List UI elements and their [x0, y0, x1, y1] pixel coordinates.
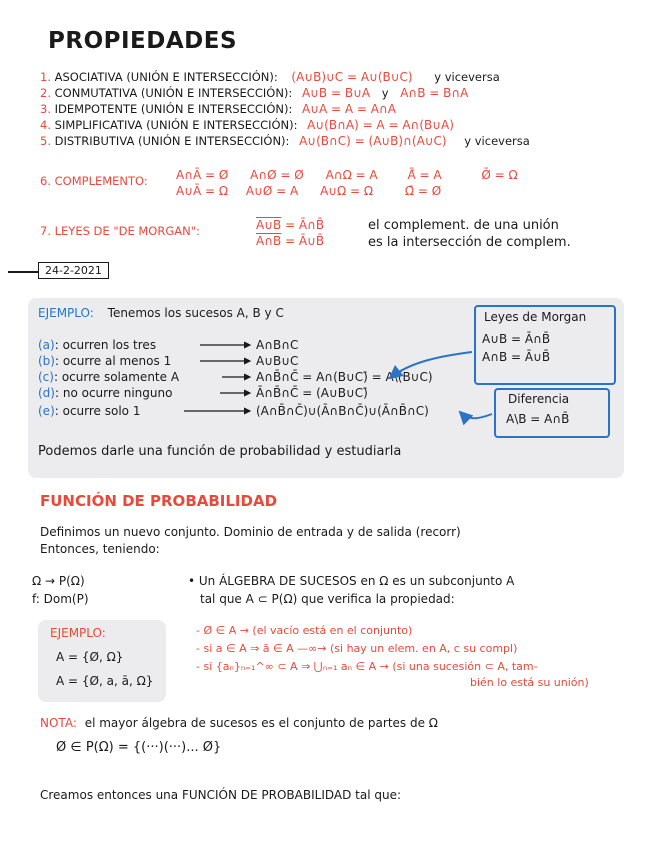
- example-item-c: [38, 370, 179, 384]
- property-formula: (A∪B)∪C = A∪(B∪C): [291, 70, 413, 84]
- morgan-box-title: Leyes de Morgan: [484, 310, 587, 324]
- final-line: Creamos entonces una FUNCIÓN DE PROBABILIDAD tal que:: [40, 788, 402, 802]
- complement-formula: Ω̄ = Ø: [404, 184, 442, 198]
- morgan-lhs: A∪B: [256, 218, 282, 232]
- example-intro: Tenemos los sucesos A, B y C: [107, 306, 284, 320]
- item-key: (b): [38, 354, 55, 368]
- prob-def-2: Entonces, teniendo:: [40, 542, 160, 556]
- prob-map-2: f: Dom(P): [32, 592, 89, 606]
- difference-formula: A\B = A∩B̄: [506, 412, 570, 426]
- nota-formula: Ø ∈ P(Ω) = {(···)(···)... Ø}: [56, 740, 222, 755]
- nota-line: [40, 716, 438, 730]
- example-expr-d: Ā∩B̄∩C̄ = (A∪B∪C)̄: [256, 386, 368, 400]
- property-1: [40, 70, 500, 84]
- property-4: [40, 118, 454, 132]
- property-name: SIMPLIFICATIVA (UNIÓN E INTERSECCIÓN):: [54, 118, 298, 132]
- complement-formula: A∩Ø = Ø: [250, 168, 304, 182]
- complement-label: 6. COMPLEMENTO:: [40, 174, 148, 188]
- rule-2: - si a ∈ A ⇒ ā ∈ A —∞→ (si hay un elem. en A, c su compl): [196, 642, 518, 655]
- example-item-a: [38, 338, 156, 352]
- complement-formula: Ā̄ = A: [407, 168, 442, 182]
- morgan-label: 7. LEYES DE "DE MORGAN":: [40, 224, 200, 238]
- property-number: 3.: [40, 102, 51, 116]
- item-key: (e): [38, 404, 55, 418]
- morgan-note-2: es la intersección de complem.: [368, 235, 571, 250]
- example-item-e: [38, 404, 140, 418]
- page-title: PROPIEDADES: [48, 28, 238, 54]
- prob-def-1: Definimos un nuevo conjunto. Dominio de entrada y de salida (recorr): [40, 525, 461, 539]
- date-box: 24-2-2021: [38, 262, 109, 279]
- property-5: [40, 134, 530, 148]
- property-formula: A∪A = A = A∩A: [302, 102, 396, 116]
- example-item-d: [38, 386, 172, 400]
- rule-1: - Ø ∈ A → (el vacío está en el conjunto): [196, 624, 413, 637]
- item-key: (d): [38, 386, 55, 400]
- example-expr-a: A∩B∩C: [256, 338, 299, 352]
- morgan-lhs: A∩B: [256, 234, 282, 248]
- property-formula: A∪(B∩A) = A = A∩(B∪A): [307, 118, 454, 132]
- example-2-set-2: A = {Ø, a, ā, Ω}: [56, 674, 154, 688]
- complement-formula: Ø̄ = Ω: [481, 168, 518, 182]
- rule-3-continued: bién lo está su unión): [470, 676, 589, 689]
- property-formula: A∪B = B∪A: [301, 86, 371, 100]
- property-formula-2: A∩B = B∩A: [400, 86, 469, 100]
- property-number: 5.: [40, 134, 51, 148]
- item-text: : ocurre solo 1: [54, 404, 141, 418]
- morgan-law-1: [256, 218, 324, 232]
- morgan-note-1: el complement. de una unión: [368, 218, 559, 233]
- property-connector: y: [381, 86, 389, 100]
- item-key: (c): [38, 370, 54, 384]
- example-expr-b: A∪B∪C: [256, 354, 299, 368]
- property-formula: A∪(B∩C) = (A∪B)∩(A∪C): [299, 134, 447, 148]
- complement-formula: A∪Ω = Ω: [320, 184, 374, 198]
- complement-formula: A∪Ā = Ω: [176, 184, 229, 198]
- morgan-box-law-2: A∩B = Ā∪B̄: [482, 350, 551, 364]
- complement-formula: A∩Ω = A: [325, 168, 378, 182]
- item-text: : no ocurre ninguno: [54, 386, 173, 400]
- example-label: EJEMPLO:: [38, 306, 94, 320]
- difference-title: Diferencia: [508, 392, 570, 406]
- example-expr-e: (A∩B̄∩C̄)∪(Ā∩B∩C̄)∪(Ā∩B̄∩C): [256, 404, 429, 418]
- rule-3: - si {aₙ}ₙ₌₁^∞ ⊂ A ⇒ ⋃ₙ₌₁ aₙ ∈ A → (si una sucesión ⊂ A, tam-: [196, 660, 538, 673]
- example-header: [38, 306, 284, 320]
- nota-label: NOTA:: [40, 716, 77, 730]
- morgan-rhs: = Ā∩B̄: [285, 218, 325, 232]
- property-name: CONMUTATIVA (UNIÓN E INTERSECCIÓN):: [54, 86, 293, 100]
- property-name: ASOCIATIVA (UNIÓN E INTERSECCIÓN):: [54, 70, 278, 84]
- prob-algebra-2: tal que A ⊂ P(Ω) que verifica la propiedad:: [200, 592, 455, 606]
- morgan-law-2: [256, 234, 324, 248]
- prob-algebra-1: • Un ÁLGEBRA DE SUCESOS en Ω es un subconjunto A: [188, 574, 515, 588]
- morgan-box-law-1: A∪B = Ā∩B̄: [482, 332, 551, 346]
- property-name: IDEMPOTENTE (UNIÓN E INTERSECCIÓN):: [54, 102, 293, 116]
- complement-formula: A∪Ø = A: [245, 184, 299, 198]
- example-item-b: [38, 354, 171, 368]
- property-name: DISTRIBUTIVA (UNIÓN E INTERSECCIÓN):: [54, 134, 290, 148]
- property-number: 1.: [40, 70, 51, 84]
- item-text: : ocurre al menos 1: [54, 354, 172, 368]
- item-key: (a): [38, 338, 55, 352]
- complement-row-2: [176, 184, 441, 198]
- property-suffix: y viceversa: [434, 70, 500, 84]
- example-2-label: EJEMPLO:: [50, 626, 106, 640]
- prob-map-1: Ω → P(Ω): [32, 574, 85, 588]
- item-text: : ocurre solamente A: [53, 370, 180, 384]
- prob-heading: FUNCIÓN DE PROBABILIDAD: [40, 492, 278, 510]
- example-conclusion: Podemos darle una función de probabilidad y estudiarla: [38, 444, 402, 459]
- nota-text: el mayor álgebra de sucesos es el conjunto de partes de Ω: [84, 716, 438, 730]
- date-divider: [8, 271, 38, 273]
- morgan-rhs: = Ā∪B̄: [285, 234, 325, 248]
- complement-row-1: [176, 168, 518, 182]
- example-expr-c: A∩B̄∩C̄ = A∩(B∪C)̄ = A\(B∪C): [256, 370, 433, 384]
- property-number: 2.: [40, 86, 51, 100]
- property-3: [40, 102, 396, 116]
- item-text: : ocurren los tres: [54, 338, 157, 352]
- complement-formula: A∩Ā = Ø: [176, 168, 229, 182]
- property-2: [40, 86, 468, 100]
- property-number: 4.: [40, 118, 51, 132]
- property-suffix: y viceversa: [464, 134, 530, 148]
- example-2-set-1: A = {Ø, Ω}: [56, 650, 124, 664]
